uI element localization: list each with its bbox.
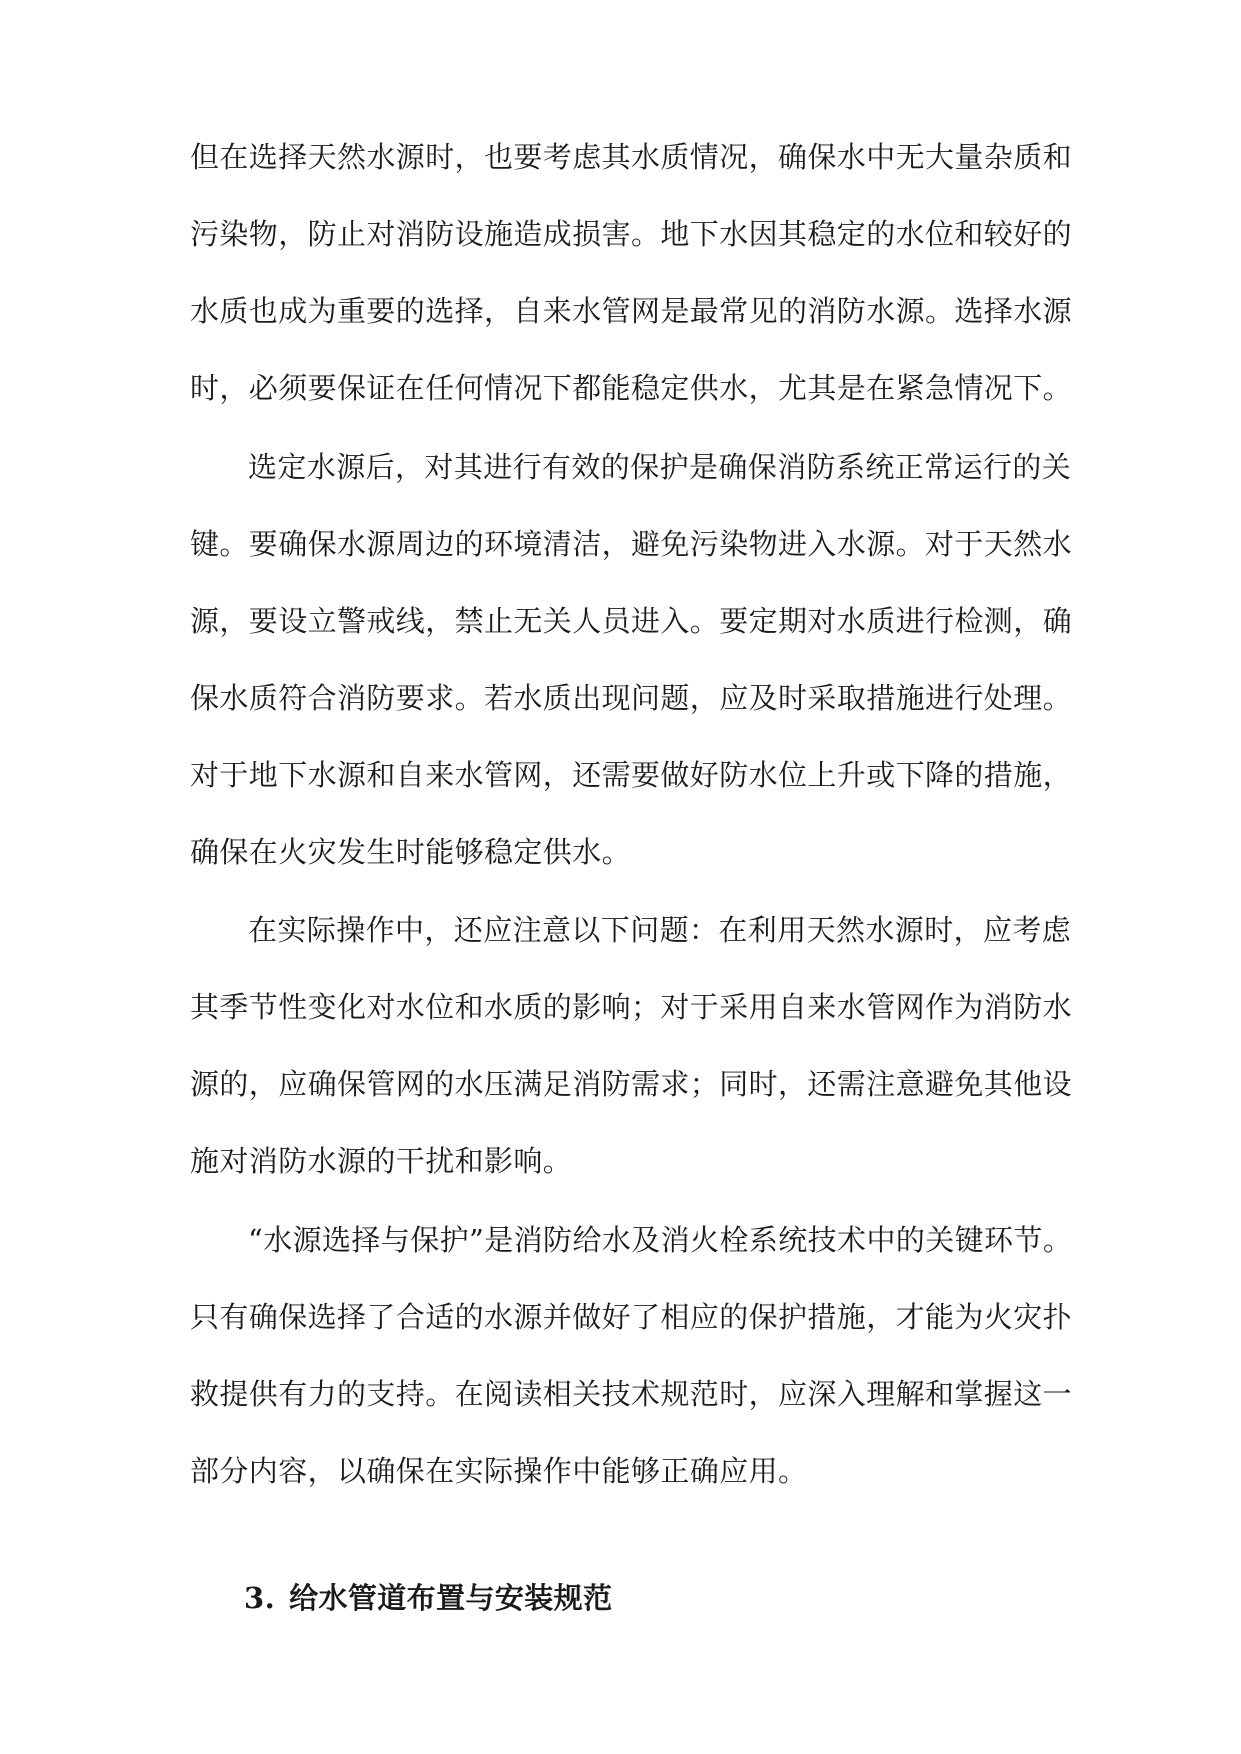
paragraph-2-line-1: 选定水源后，对其进行有效的保护是确保消防系统正常运行的关 xyxy=(248,450,1072,484)
section-number: 3. xyxy=(244,1581,276,1615)
paragraph-4-line-3: 救提供有力的支持。在阅读相关技术规范时，应深入理解和掌握这一 xyxy=(190,1377,1073,1411)
section-heading xyxy=(244,1578,612,1618)
section-title: 给水管道布置与安装规范 xyxy=(289,1581,613,1615)
paragraph-3-line-3: 源的，应确保管网的水压满足消防需求；同时，还需注意避免其他设 xyxy=(190,1067,1073,1101)
paragraph-3-line-4: 施对消防水源的干扰和影响。 xyxy=(190,1144,573,1178)
paragraph-2-line-6: 确保在火灾发生时能够稳定供水。 xyxy=(190,835,632,869)
paragraph-4-line-4: 部分内容，以确保在实际操作中能够正确应用。 xyxy=(190,1454,808,1488)
paragraph-1-line-1: 但在选择天然水源时，也要考虑其水质情况，确保水中无大量杂质和 xyxy=(190,140,1073,174)
paragraph-1-line-3: 水质也成为重要的选择，自来水管网是最常见的消防水源。选择水源 xyxy=(190,294,1073,328)
paragraph-2-line-3: 源，要设立警戒线，禁止无关人员进入。要定期对水质进行检测，确 xyxy=(190,604,1073,638)
paragraph-4-line-2: 只有确保选择了合适的水源并做好了相应的保护措施，才能为火灾扑 xyxy=(190,1300,1073,1334)
paragraph-1-line-2: 污染物，防止对消防设施造成损害。地下水因其稳定的水位和较好的 xyxy=(190,217,1073,251)
paragraph-4-line-1: “水源选择与保护”是消防给水及消火栓系统技术中的关键环节。 xyxy=(248,1223,1073,1257)
paragraph-2-line-5: 对于地下水源和自来水管网，还需要做好防水位上升或下降的措施， xyxy=(190,758,1073,792)
paragraph-2-line-2: 键。要确保水源周边的环境清洁，避免污染物进入水源。对于天然水 xyxy=(190,527,1073,561)
paragraph-2-line-4: 保水质符合消防要求。若水质出现问题，应及时采取措施进行处理。 xyxy=(190,681,1073,715)
paragraph-3-line-1: 在实际操作中，还应注意以下问题：在利用天然水源时，应考虑 xyxy=(248,913,1072,947)
paragraph-3-line-2: 其季节性变化对水位和水质的影响；对于采用自来水管网作为消防水 xyxy=(190,990,1073,1024)
paragraph-1-line-4: 时，必须要保证在任何情况下都能稳定供水，尤其是在紧急情况下。 xyxy=(190,371,1073,405)
